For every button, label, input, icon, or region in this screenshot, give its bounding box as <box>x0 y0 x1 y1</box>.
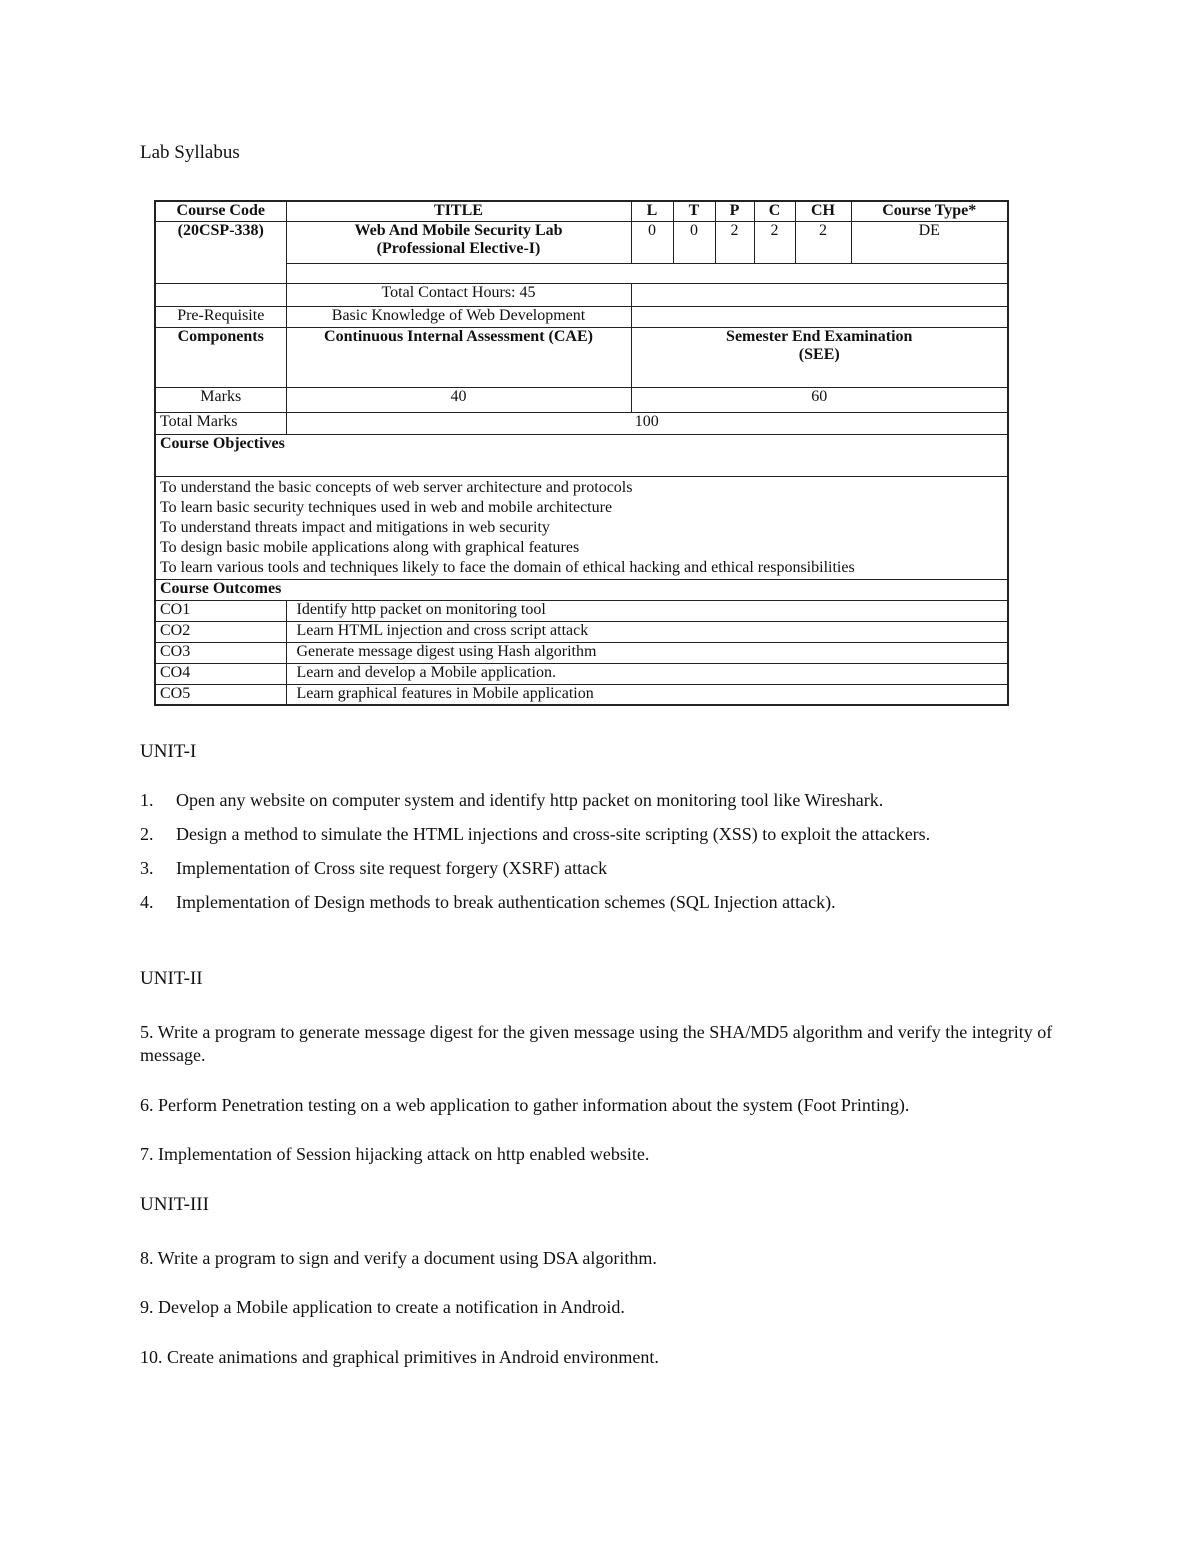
outcome-row <box>155 621 1008 642</box>
item-text: Open any website on computer system and identify http packet on monitoring tool like Wireshark. <box>176 790 884 810</box>
item-number: 2. <box>140 824 154 844</box>
components-label: Components <box>155 327 286 387</box>
see-label-cell <box>631 327 1008 387</box>
marks-row <box>155 387 1008 412</box>
unit-3-item-10: 10. Create animations and graphical primitives in Android environment. <box>140 1347 659 1367</box>
empty-cell <box>286 263 1008 283</box>
page-title: Lab Syllabus <box>140 142 240 163</box>
outcome-row <box>155 684 1008 705</box>
objective-item: To understand threats impact and mitigations in web security <box>160 518 550 536</box>
unit-2-item-6: 6. Perform Penetration testing on a web application to gather information about the system (Foot Printing). <box>140 1095 910 1115</box>
item-text: Design a method to simulate the HTML injections and cross-site scripting (XSS) to exploit the attackers. <box>176 824 931 844</box>
c-header: C <box>754 201 795 221</box>
marks-label: Marks <box>155 387 286 412</box>
outcome-text: Learn HTML injection and cross script attack <box>286 621 1008 642</box>
list-item <box>140 823 930 857</box>
empty-cell <box>631 283 1008 306</box>
contact-hours-row <box>155 283 1008 306</box>
outcome-code: CO4 <box>155 663 286 684</box>
outcome-code: CO5 <box>155 684 286 705</box>
unit-2-heading: UNIT-II <box>140 968 203 989</box>
item-text: Implementation of Cross site request forgery (XSRF) attack <box>176 858 608 878</box>
p-value: 2 <box>715 221 754 263</box>
l-value: 0 <box>631 221 673 263</box>
objectives-heading: Course Objectives <box>155 434 1008 476</box>
outcome-code: CO2 <box>155 621 286 642</box>
outcome-text: Learn graphical features in Mobile application <box>286 684 1008 705</box>
item-number: 4. <box>140 892 154 912</box>
objectives-row <box>155 476 1008 579</box>
list-item <box>140 789 930 823</box>
item-text: Implementation of Design methods to break authentication schemes (SQL Injection attack). <box>176 892 836 912</box>
item-number: 3. <box>140 858 154 878</box>
header-row <box>155 201 1008 221</box>
c-value: 2 <box>754 221 795 263</box>
total-contact-hours: Total Contact Hours: 45 <box>286 283 631 306</box>
outcome-text: Identify http packet on monitoring tool <box>286 600 1008 621</box>
total-marks-row <box>155 412 1008 434</box>
total-marks-value: 100 <box>286 412 1008 434</box>
course-code-value: (20CSP-338) <box>155 221 286 283</box>
syllabus-table <box>154 200 1009 706</box>
outcome-row <box>155 642 1008 663</box>
outcome-code: CO3 <box>155 642 286 663</box>
outcome-row <box>155 600 1008 621</box>
ch-value: 2 <box>795 221 851 263</box>
unit-3-heading: UNIT-III <box>140 1194 209 1215</box>
outcome-row <box>155 663 1008 684</box>
prerequisite-value: Basic Knowledge of Web Development <box>286 306 631 327</box>
course-title-cell <box>286 221 631 263</box>
see-abbrev: (SEE) <box>798 345 840 363</box>
t-header: T <box>673 201 715 221</box>
course-row <box>155 221 1008 263</box>
title-header: TITLE <box>286 201 631 221</box>
unit-1-list <box>140 789 930 925</box>
unit-3-item-8: 8. Write a program to sign and verify a document using DSA algorithm. <box>140 1248 657 1268</box>
unit-2-item-7: 7. Implementation of Session hijacking attack on http enabled website. <box>140 1144 650 1164</box>
outcome-text: Learn and develop a Mobile application. <box>286 663 1008 684</box>
objectives-heading-row <box>155 434 1008 476</box>
objective-item: To learn various tools and techniques likely to face the domain of ethical hacking and ethical responsibilities <box>160 558 855 576</box>
prerequisite-label: Pre-Requisite <box>155 306 286 327</box>
list-item <box>140 857 930 891</box>
components-row <box>155 327 1008 387</box>
course-type-header: Course Type* <box>851 201 1008 221</box>
course-subtitle: (Professional Elective-I) <box>376 239 541 257</box>
objective-item: To design basic mobile applications along with graphical features <box>160 538 580 556</box>
l-header: L <box>631 201 673 221</box>
ch-header: CH <box>795 201 851 221</box>
course-title: Web And Mobile Security Lab <box>354 221 563 239</box>
p-header: P <box>715 201 754 221</box>
see-label: Semester End Examination <box>726 327 913 345</box>
empty-cell <box>631 306 1008 327</box>
see-marks: 60 <box>631 387 1008 412</box>
cae-label: Continuous Internal Assessment (CAE) <box>286 327 631 387</box>
objective-item: To understand the basic concepts of web server architecture and protocols <box>160 478 633 496</box>
unit-3-item-9: 9. Develop a Mobile application to create a notification in Android. <box>140 1297 625 1317</box>
outcomes-heading-row <box>155 579 1008 600</box>
outcome-code: CO1 <box>155 600 286 621</box>
course-type-value: DE <box>851 221 1008 263</box>
objective-item: To learn basic security techniques used in web and mobile architecture <box>160 498 613 516</box>
total-marks-label: Total Marks <box>155 412 286 434</box>
unit-1-heading: UNIT-I <box>140 741 197 762</box>
prerequisite-row <box>155 306 1008 327</box>
course-code-header: Course Code <box>155 201 286 221</box>
cae-marks: 40 <box>286 387 631 412</box>
unit-2-item-5: 5. Write a program to generate message digest for the given message using the SHA/MD5 algorithm and verify the integrity of message. <box>140 1022 1053 1065</box>
outcomes-heading: Course Outcomes <box>155 579 1008 600</box>
item-number: 1. <box>140 790 154 810</box>
empty-cell <box>155 283 286 306</box>
objectives-cell <box>155 476 1008 579</box>
outcome-text: Generate message digest using Hash algorithm <box>286 642 1008 663</box>
t-value: 0 <box>673 221 715 263</box>
list-item <box>140 891 930 925</box>
